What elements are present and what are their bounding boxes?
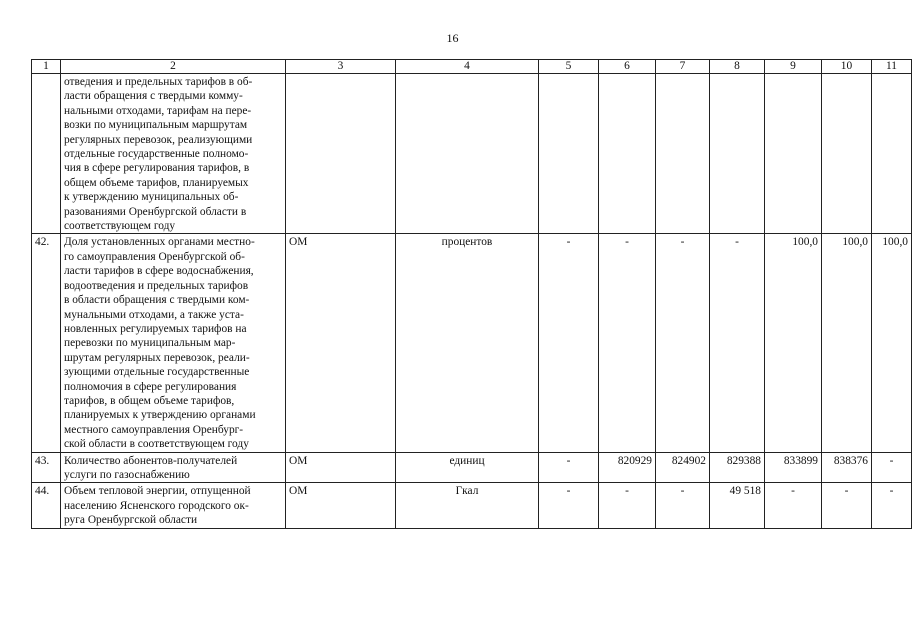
description-line: шрутам регулярных перевозок, реали- (64, 351, 250, 364)
description-line: разованиями Оренбургской области в (64, 205, 247, 218)
indicator-type: ОМ (286, 234, 396, 452)
value-cell: 100,0 (872, 234, 912, 452)
column-header: 7 (656, 60, 710, 74)
value-cell: 838376 (822, 452, 872, 483)
description-line: мунальными отходами, а также уста- (64, 308, 244, 321)
description-line: перевозки по муниципальным мар- (64, 337, 236, 350)
value-cell: - (822, 483, 872, 528)
value-cell (822, 74, 872, 234)
indicator-description (61, 483, 286, 528)
value-cell: - (765, 483, 822, 528)
description-line: зующими отдельные государственные (64, 366, 250, 379)
description-line: нальными отходами, тарифам на пере- (64, 104, 252, 117)
description-line: общем объеме тарифов, планируемых (64, 176, 249, 189)
description-line: регулярных перевозок, реализующими (64, 133, 253, 146)
description-line: отдельные государственные полномо- (64, 148, 249, 161)
row-number (32, 74, 61, 234)
value-cell: - (539, 483, 599, 528)
table-row (32, 234, 912, 452)
description-line: ласти тарифов в сфере водоснабжения, (64, 265, 254, 278)
unit-of-measure: Гкал (396, 483, 539, 528)
value-cell: - (872, 452, 912, 483)
column-number-row (32, 60, 912, 74)
description-line: населению Ясненского городского ок- (64, 499, 249, 512)
description-line: услуги по газоснабжению (64, 468, 190, 481)
value-cell: - (539, 234, 599, 452)
value-cell (872, 74, 912, 234)
description-line: Доля установленных органами местно- (64, 236, 255, 249)
description-line: тарифов, в общем объеме тарифов, (64, 394, 235, 407)
indicator-type: ОМ (286, 452, 396, 483)
description-line: ласти обращения с твердыми комму- (64, 90, 243, 103)
description-line: водоотведения и предельных тарифов (64, 279, 249, 292)
description-line: Количество абонентов-получателей (64, 454, 238, 467)
description-line: Объем тепловой энергии, отпущенной (64, 485, 251, 498)
description-line: к утверждению муниципальных об- (64, 191, 239, 204)
column-header: 2 (61, 60, 286, 74)
value-cell (710, 74, 765, 234)
description-line: планируемых к утверждению органами (64, 409, 256, 422)
column-header: 6 (599, 60, 656, 74)
column-header: 9 (765, 60, 822, 74)
value-cell: 833899 (765, 452, 822, 483)
value-cell: - (710, 234, 765, 452)
column-header: 4 (396, 60, 539, 74)
unit-of-measure: процентов (396, 234, 539, 452)
value-cell (539, 74, 599, 234)
value-cell: - (599, 483, 656, 528)
column-header: 10 (822, 60, 872, 74)
row-number: 43. (32, 452, 61, 483)
description-line: новленных регулируемых тарифов на (64, 322, 247, 335)
table-row (32, 452, 912, 483)
value-cell (765, 74, 822, 234)
unit-of-measure: единиц (396, 452, 539, 483)
indicator-description (61, 452, 286, 483)
value-cell: - (656, 234, 710, 452)
value-cell: - (656, 483, 710, 528)
value-cell: 820929 (599, 452, 656, 483)
unit-of-measure (396, 74, 539, 234)
description-line: го самоуправления Оренбургской об- (64, 250, 245, 263)
description-line: соответствующем году (64, 220, 176, 233)
table-body (32, 74, 912, 529)
page-number: 16 (446, 31, 459, 45)
column-header: 3 (286, 60, 396, 74)
indicator-description (61, 74, 286, 234)
row-number: 42. (32, 234, 61, 452)
value-cell: 100,0 (822, 234, 872, 452)
value-cell (599, 74, 656, 234)
indicator-description (61, 234, 286, 452)
value-cell: 829388 (710, 452, 765, 483)
column-header: 5 (539, 60, 599, 74)
indicators-table (31, 59, 912, 529)
value-cell: 49 518 (710, 483, 765, 528)
column-header: 8 (710, 60, 765, 74)
description-line: возки по муниципальным маршрутам (64, 119, 248, 132)
description-line: руга Оренбургской области (64, 514, 198, 527)
description-line: местного самоуправления Оренбург- (64, 423, 244, 436)
table-row (32, 74, 912, 234)
description-line: в области обращения с твердыми ком- (64, 294, 250, 307)
value-cell: - (539, 452, 599, 483)
description-line: ской области в соответствующем году (64, 438, 249, 451)
column-header: 11 (872, 60, 912, 74)
description-line: отведения и предельных тарифов в об- (64, 76, 253, 88)
indicator-type: ОМ (286, 483, 396, 528)
table-row (32, 483, 912, 528)
value-cell: - (599, 234, 656, 452)
value-cell: - (872, 483, 912, 528)
description-line: полномочия в сфере регулирования (64, 380, 237, 393)
description-line: чия в сфере регулирования тарифов, в (64, 162, 250, 175)
value-cell (656, 74, 710, 234)
value-cell: 824902 (656, 452, 710, 483)
value-cell: 100,0 (765, 234, 822, 452)
column-header: 1 (32, 60, 61, 74)
indicator-type (286, 74, 396, 234)
row-number: 44. (32, 483, 61, 528)
